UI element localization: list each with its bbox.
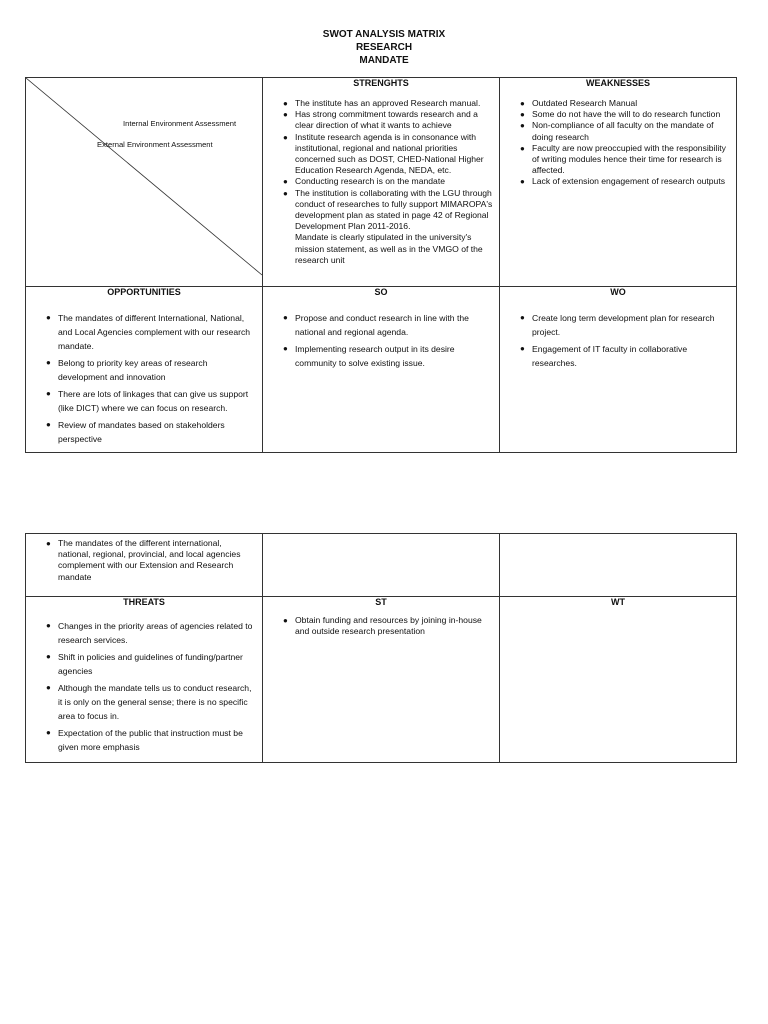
list-item: ● Changes in the priority areas of agencies related to research services. [46,621,253,645]
threats-list [26,619,262,754]
internal-assessment-label: Internal Environment Assessment [123,119,237,128]
so-cell [263,287,500,453]
so-continued-cell [263,534,500,597]
list-item: ● Expectation of the public that instruction must be given more emphasis [46,728,243,752]
threats-header: THREATS [123,597,165,607]
weaknesses-header: WEAKNESSES [585,78,650,88]
opportunities-continued-list [26,538,262,583]
title-line-3: MANDATE [359,55,409,66]
opportunities-list [26,311,262,446]
list-item: ● Shift in policies and guidelines of funding/partner agencies [46,652,243,676]
wt-cell [500,597,737,763]
opportunities-continued-cell [26,534,263,597]
opportunities-cell [26,287,263,453]
list-item: ● Although the mandate tells us to conduct research, it is only on the general sense; there is no specific area to focus in. [46,683,252,721]
opportunities-header: OPPORTUNITIES [107,287,181,297]
strengths-header: STRENGHTS [353,78,409,88]
wo-list [500,311,736,370]
list-item: ● Institute research agenda is in consonance with institutional, regional and national priorities concerned such as DOST, CHED-National Higher Education Research Agenda, NEDA, etc. [283,131,484,176]
weaknesses-cell [500,78,737,287]
wo-cell [500,287,737,453]
list-item: ● Conducting research is on the mandate [283,176,446,187]
threats-cell [26,597,263,763]
st-header: ST [375,597,387,607]
title-line-1: SWOT ANALYSIS MATRIX [322,29,446,40]
weaknesses-list [500,98,736,188]
title-line-2: RESEARCH [355,42,413,53]
document-title [0,28,768,67]
diagonal-divider [26,78,262,287]
list-item: ● The institution is collaborating with the LGU through conduct of researches to fully support MIMAROPA's development plan as stated in page 42 of Regional Development Plan 2011-2016. [283,187,493,232]
list-item: ● Belong to priority key areas of research development and innovation [46,358,208,382]
corner-diagonal-cell [26,78,263,287]
so-list [263,311,499,370]
list-item: ● Non-compliance of all faculty on the mandate of doing research [520,120,714,142]
so-header: SO [374,287,388,297]
list-item: ● Outdated Research Manual [520,98,638,108]
list-item: ● The mandates of the different international, national, regional, provincial, and local agencies complement with our Extension and Research mandate [46,538,241,582]
list-item: ● Faculty are now preoccupied with the responsibility of writing modules hence their time for research is affected. [520,142,726,176]
swot-matrix-table-2 [25,533,737,763]
swot-matrix-table-1 [25,77,737,453]
st-cell [263,597,500,763]
strengths-cell [263,78,500,287]
list-item: ● Review of mandates based on stakeholders perspective [46,420,225,444]
strengths-note: Mandate is clearly stipulated in the university's mission statement, as well as in the VMGO of the research unit [295,232,483,265]
list-item: ● Obtain funding and resources by joining in-house and outside research presentation [283,615,482,637]
list-item: ● Engagement of IT faculty in collaborative researches. [520,344,688,368]
list-item: ● Lack of extension engagement of research outputs [520,176,726,187]
st-list [263,615,499,637]
wo-continued-cell [500,534,737,597]
wt-header: WT [611,597,625,607]
list-item: ● Propose and conduct research in line with the national and regional agenda. [283,313,469,337]
list-item: ● The institute has an approved Research manual. [283,98,481,108]
external-assessment-label: External Environment Assessment [97,140,213,149]
list-item: ● Some do not have the will to do research function [520,109,721,120]
list-item: ● Implementing research output in its desire community to solve existing issue. [283,344,455,368]
list-item: ● There are lots of linkages that can give us support (like DICT) where we can focus on research. [46,389,249,413]
list-item: ● Create long term development plan for research project. [520,313,715,337]
wo-header: WO [610,287,626,297]
list-item: ● Has strong commitment towards research and a clear direction of what it wants to achieve [283,109,478,131]
strengths-list [263,98,499,232]
list-item: ● The mandates of different International, National, and Local Agencies complement with our research mandate. [46,313,251,351]
